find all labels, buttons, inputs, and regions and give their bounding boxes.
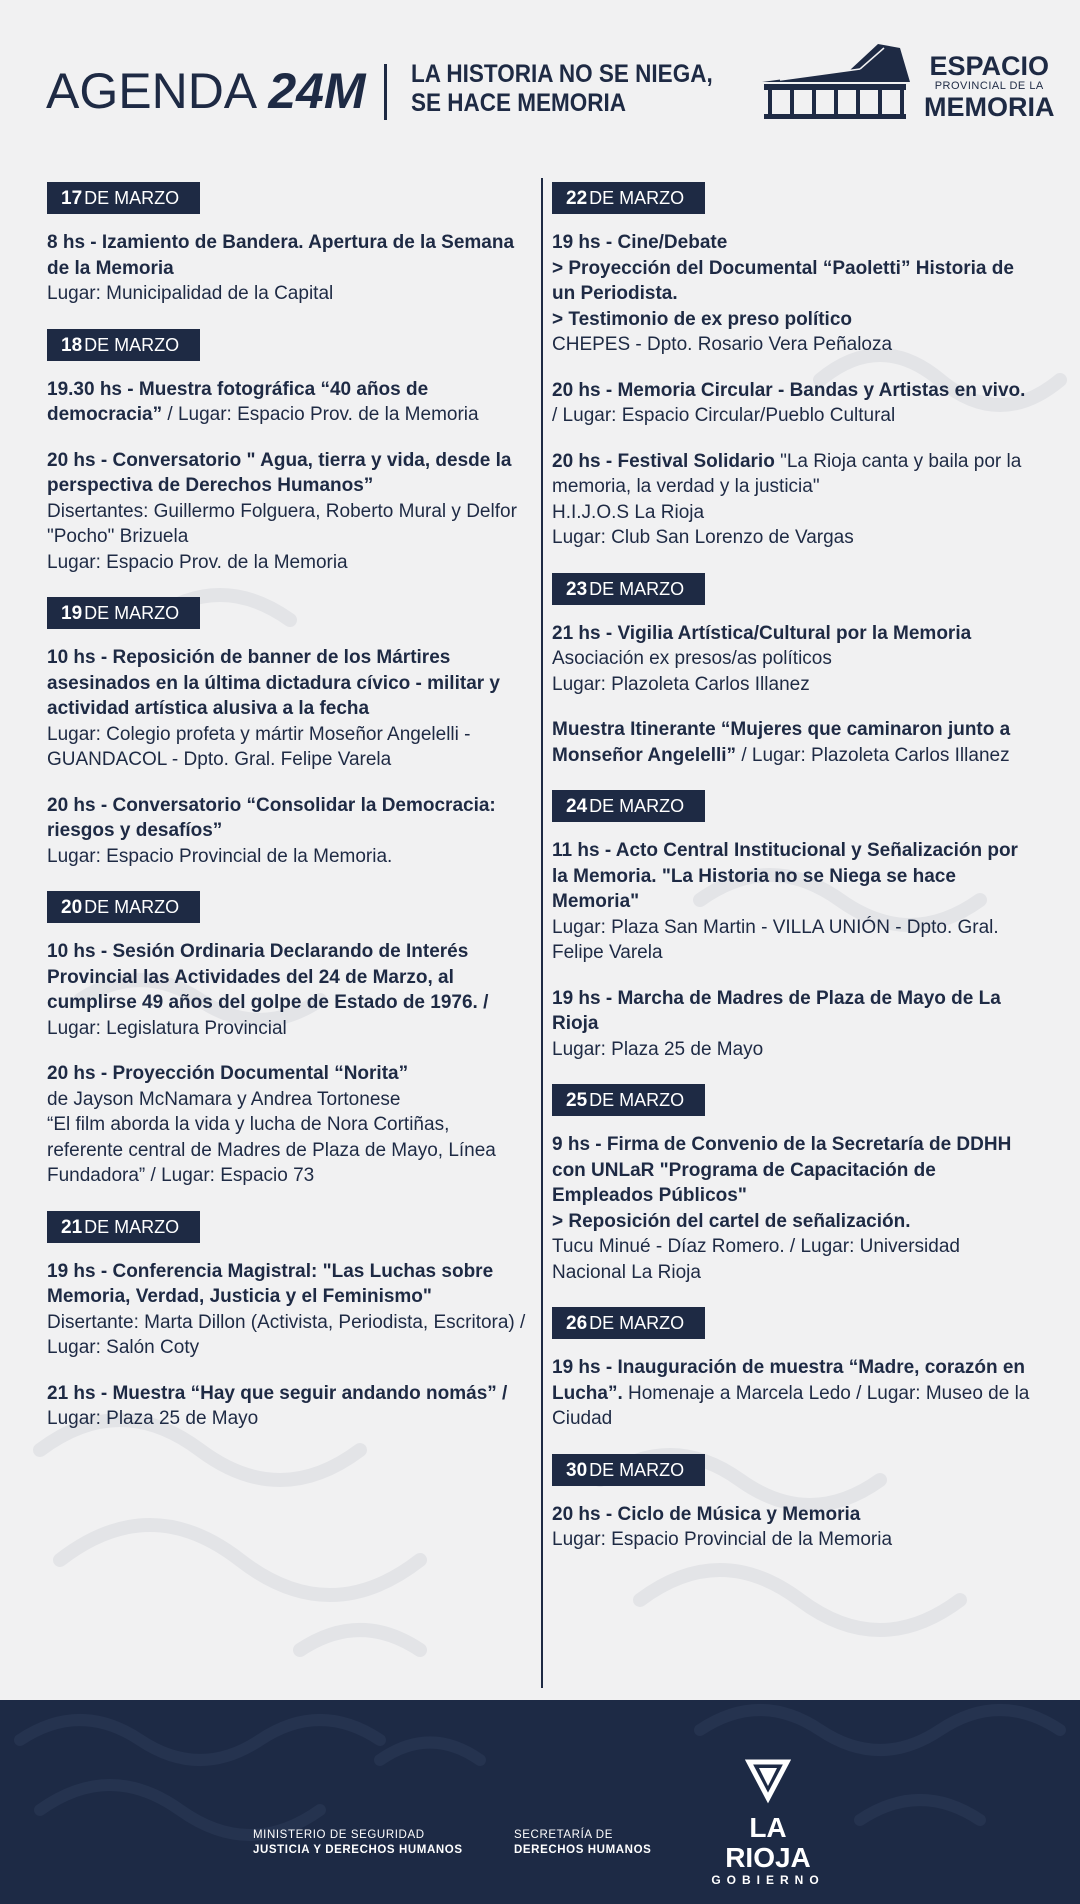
date-badge xyxy=(552,1307,705,1339)
event-heading xyxy=(552,230,1038,256)
event-heading xyxy=(552,1355,1038,1432)
agenda-event xyxy=(552,717,1038,768)
agenda-day-section xyxy=(47,595,529,869)
agenda-event xyxy=(552,1132,1038,1285)
date-month: DE MARZO xyxy=(84,188,180,208)
slogan-line-2: SE HACE MEMORIA xyxy=(411,89,627,117)
event-title: 21 hs - Muestra “Hay que seguir andando nomás” / xyxy=(47,1382,508,1404)
event-detail-line: Lugar: Espacio Provincial de la Memoria xyxy=(552,1529,893,1550)
event-detail-line: Lugar: Plazoleta Carlos Illanez xyxy=(552,673,810,695)
agenda-event xyxy=(47,377,529,428)
date-month: DE MARZO xyxy=(84,334,180,355)
date-month: DE MARZO xyxy=(84,1216,180,1237)
date-badge xyxy=(552,1084,705,1116)
event-detail: "La Rioja canta y baila por la memoria, la verdad y la justicia" xyxy=(552,450,1022,497)
agenda-event xyxy=(47,1259,529,1361)
event-title: 19 hs - Conferencia Magistral: "Las Luchas sobre Memoria, Verdad, Justicia y el Feminismo" xyxy=(47,1260,494,1307)
event-detail-line: Lugar: Club San Lorenzo de Vargas xyxy=(552,527,854,548)
date-month: DE MARZO xyxy=(84,897,180,917)
event-detail-line: CHEPES - Dpto. Rosario Vera Peñaloza xyxy=(552,334,893,355)
date-day: 26 xyxy=(566,1313,588,1334)
event-detail-line: Lugar: Espacio Provincial de la Memoria. xyxy=(47,845,393,867)
date-month: DE MARZO xyxy=(84,603,180,623)
event-title: 20 hs - Proyección Documental “Norita” xyxy=(47,1063,409,1084)
agenda-day-section xyxy=(552,571,1038,769)
date-month: DE MARZO xyxy=(589,796,685,816)
event-title: 19 hs - Inauguración de muestra “Madre, corazón en Lucha”. xyxy=(552,1357,1026,1404)
event-detail-line: / Lugar: Espacio Circular/Pueblo Cultural xyxy=(552,405,896,426)
date-day: 21 xyxy=(61,1216,83,1238)
left-column xyxy=(47,180,529,1452)
date-day: 24 xyxy=(566,796,588,817)
agenda-title xyxy=(46,63,366,119)
event-heading xyxy=(47,230,529,281)
right-column xyxy=(552,180,1038,1573)
date-month: DE MARZO xyxy=(589,578,685,599)
logo-line-2: PROVINCIAL DE LA xyxy=(934,80,1044,92)
agenda-day-section xyxy=(47,327,529,576)
event-heading xyxy=(552,378,1038,404)
event-detail-line: Tucu Minué - Díaz Romero. / Lugar: Universidad Nacional La Rioja xyxy=(552,1236,960,1283)
event-title: 10 hs - Sesión Ordinaria Declarando de Interés Provincial las Actividades del 24 de Marzo, al cumplirse 49 años del golpe de Estado de 1976. / xyxy=(47,941,489,1013)
date-day: 22 xyxy=(566,188,588,209)
memory-building-logo-icon xyxy=(760,42,910,120)
event-detail-line: Lugar: Legislatura Provincial xyxy=(47,1017,287,1039)
date-day: 25 xyxy=(566,1090,588,1111)
event-title: 10 hs - Reposición de banner de los Mártires asesinados en la última dictadura cívico - militar y actividad artística alusiva a la fecha xyxy=(47,647,500,719)
agenda-day-section xyxy=(552,1452,1038,1553)
column-divider xyxy=(541,178,543,1688)
agenda-prefix: AGENDA xyxy=(46,63,255,119)
event-detail-line: Lugar: Municipalidad de la Capital xyxy=(47,283,334,304)
agenda-event xyxy=(552,621,1038,698)
event-title: 19 hs - Cine/Debate xyxy=(552,232,728,253)
event-title: 19.30 hs - Muestra fotográfica “40 años de democracia” xyxy=(47,378,429,425)
la-rioja-government-logo xyxy=(708,1758,828,1887)
event-detail-line: Lugar: Plaza 25 de Mayo xyxy=(552,1038,764,1060)
event-heading xyxy=(47,939,529,1016)
event-subtitle: > Reposición del cartel de señalización. xyxy=(552,1210,911,1232)
event-heading xyxy=(47,448,529,499)
event-heading xyxy=(552,1132,1038,1209)
agenda-event xyxy=(47,645,529,773)
agenda-event xyxy=(552,449,1038,551)
agenda-day-section xyxy=(47,1209,529,1432)
event-detail-line: Disertante: Marta Dillon (Activista, Periodista, Escritora) / Lugar: Salón Coty xyxy=(47,1311,526,1358)
agenda-event xyxy=(47,448,529,576)
agenda-event xyxy=(552,838,1038,966)
slogan xyxy=(411,60,713,118)
header-divider xyxy=(384,64,387,120)
event-title: 8 hs - Izamiento de Bandera. Apertura de la Semana de la Memoria xyxy=(47,232,515,279)
event-title: 20 hs - Festival Solidario xyxy=(552,450,775,472)
date-day: 30 xyxy=(566,1459,588,1481)
event-detail-line: Lugar: Espacio Prov. de la Memoria xyxy=(47,551,348,573)
event-detail-line: Asociación ex presos/as políticos xyxy=(552,648,832,669)
event-title: 9 hs - Firma de Convenio de la Secretaría de DDHH con UNLaR "Programa de Capacitación de Empleados Públicos" xyxy=(552,1134,1012,1206)
date-badge xyxy=(552,182,705,214)
event-detail-line: H.I.J.O.S La Rioja xyxy=(552,501,705,523)
agenda-event xyxy=(47,1381,529,1432)
event-heading xyxy=(47,645,529,722)
event-heading xyxy=(552,621,1038,647)
agenda-suffix: 24M xyxy=(268,63,366,119)
event-heading xyxy=(552,838,1038,915)
date-day: 17 xyxy=(61,188,83,209)
logo-text xyxy=(924,52,1055,121)
footer-pattern xyxy=(0,1700,1080,1904)
event-title: 20 hs - Conversatorio " Agua, tierra y vida, desde la perspectiva de Derechos Humanos” xyxy=(47,449,512,496)
logo-line-3: MEMORIA xyxy=(924,92,1055,122)
agenda-event xyxy=(47,1061,529,1189)
event-heading xyxy=(47,1259,529,1310)
event-heading xyxy=(552,449,1038,500)
date-day: 18 xyxy=(61,334,83,356)
secretaria-line-1: SECRETARÍA DE xyxy=(514,1829,613,1841)
event-heading xyxy=(552,986,1038,1037)
agenda-event xyxy=(47,793,529,870)
agenda-event xyxy=(552,1502,1038,1553)
la-rioja-emblem-icon xyxy=(745,1758,791,1804)
date-month: DE MARZO xyxy=(589,1459,685,1480)
event-detail-line: de Jayson McNamara y Andrea Tortonese xyxy=(47,1088,401,1110)
event-detail-line: Lugar: Plaza San Martin - VILLA UNIÓN - Dpto. Gral. Felipe Varela xyxy=(552,916,999,963)
ministerio-line-1: MINISTERIO DE SEGURIDAD xyxy=(253,1829,425,1841)
footer xyxy=(0,1700,1080,1904)
date-day: 20 xyxy=(61,897,83,918)
event-subtitle: > Testimonio de ex preso político xyxy=(552,308,853,330)
event-detail-line: Lugar: Colegio profeta y mártir Moseñor Angelelli - GUANDACOL - Dpto. Gral. Felipe Varela xyxy=(47,723,471,770)
agenda-event xyxy=(552,1355,1038,1432)
agenda-day-section xyxy=(47,889,529,1189)
date-badge xyxy=(552,790,705,822)
date-badge xyxy=(47,329,200,361)
agenda-event xyxy=(552,230,1038,358)
logo-line-1: ESPACIO xyxy=(929,51,1050,81)
event-heading xyxy=(47,1061,529,1087)
event-heading xyxy=(552,717,1038,768)
event-heading xyxy=(47,377,529,428)
ministerio-line-2: JUSTICIA Y DERECHOS HUMANOS xyxy=(253,1844,463,1856)
secretaria-line-2: DERECHOS HUMANOS xyxy=(514,1844,652,1856)
agenda-day-section xyxy=(552,1082,1038,1285)
event-detail: / Lugar: Espacio Prov. de la Memoria xyxy=(162,404,479,425)
event-detail-line: Lugar: Plaza 25 de Mayo xyxy=(47,1408,259,1429)
secretaria-label xyxy=(514,1828,651,1858)
event-title: 19 hs - Marcha de Madres de Plaza de Mayo de La Rioja xyxy=(552,987,1001,1034)
event-title: 21 hs - Vigilia Artística/Cultural por la Memoria xyxy=(552,622,972,644)
event-title: Muestra Itinerante “Mujeres que caminaron junto a Monseñor Angelelli” xyxy=(552,719,1011,766)
event-heading xyxy=(47,1381,529,1407)
date-month: DE MARZO xyxy=(589,1090,685,1110)
date-badge xyxy=(47,182,200,214)
agenda-event xyxy=(552,986,1038,1063)
event-detail: / Lugar: Plazoleta Carlos Illanez xyxy=(736,744,1010,766)
event-detail: Homenaje a Marcela Ledo / Lugar: Museo de la Ciudad xyxy=(552,1382,1030,1429)
event-title: 20 hs - Conversatorio “Consolidar la Democracia: riesgos y desafíos” xyxy=(47,794,496,841)
event-title: 11 hs - Acto Central Institucional y Señalización por la Memoria. "La Historia no se Niega se hace Memoria" xyxy=(552,840,1018,912)
date-badge xyxy=(47,597,200,629)
gov-name: LA RIOJA xyxy=(725,1812,811,1873)
event-heading xyxy=(552,1502,1038,1528)
agenda-event xyxy=(552,378,1038,429)
event-title: 20 hs - Ciclo de Música y Memoria xyxy=(552,1503,861,1525)
gov-sub: GOBIERNO xyxy=(711,1873,825,1887)
agenda-day-section xyxy=(552,788,1038,1062)
event-detail-line: Disertantes: Guillermo Folguera, Roberto Mural y Delfor "Pocho" Brizuela xyxy=(47,500,517,547)
date-badge xyxy=(552,573,705,605)
event-subtitle: > Proyección del Documental “Paoletti” Historia de un Periodista. xyxy=(552,257,1014,304)
agenda-day-section xyxy=(552,1305,1038,1432)
date-badge xyxy=(47,1211,200,1243)
slogan-line-1: LA HISTORIA NO SE NIEGA, xyxy=(411,60,713,88)
header xyxy=(0,0,1080,170)
date-badge xyxy=(552,1454,705,1486)
date-badge xyxy=(47,891,200,923)
date-month: DE MARZO xyxy=(589,188,685,208)
event-heading xyxy=(47,793,529,844)
agenda-event xyxy=(47,230,529,307)
agenda-event xyxy=(47,939,529,1041)
date-month: DE MARZO xyxy=(589,1313,685,1333)
event-title: 20 hs - Memoria Circular - Bandas y Artistas en vivo. xyxy=(552,379,1026,401)
ministerio-label xyxy=(253,1828,463,1858)
date-day: 23 xyxy=(566,578,588,600)
date-day: 19 xyxy=(61,603,83,624)
agenda-day-section xyxy=(552,180,1038,551)
agenda-day-section xyxy=(47,180,529,307)
event-detail-line: “El film aborda la vida y lucha de Nora Cortiñas, referente central de Madres de Plaza de Mayo, Línea Fundadora” / Lugar: Espacio 73 xyxy=(47,1114,496,1186)
